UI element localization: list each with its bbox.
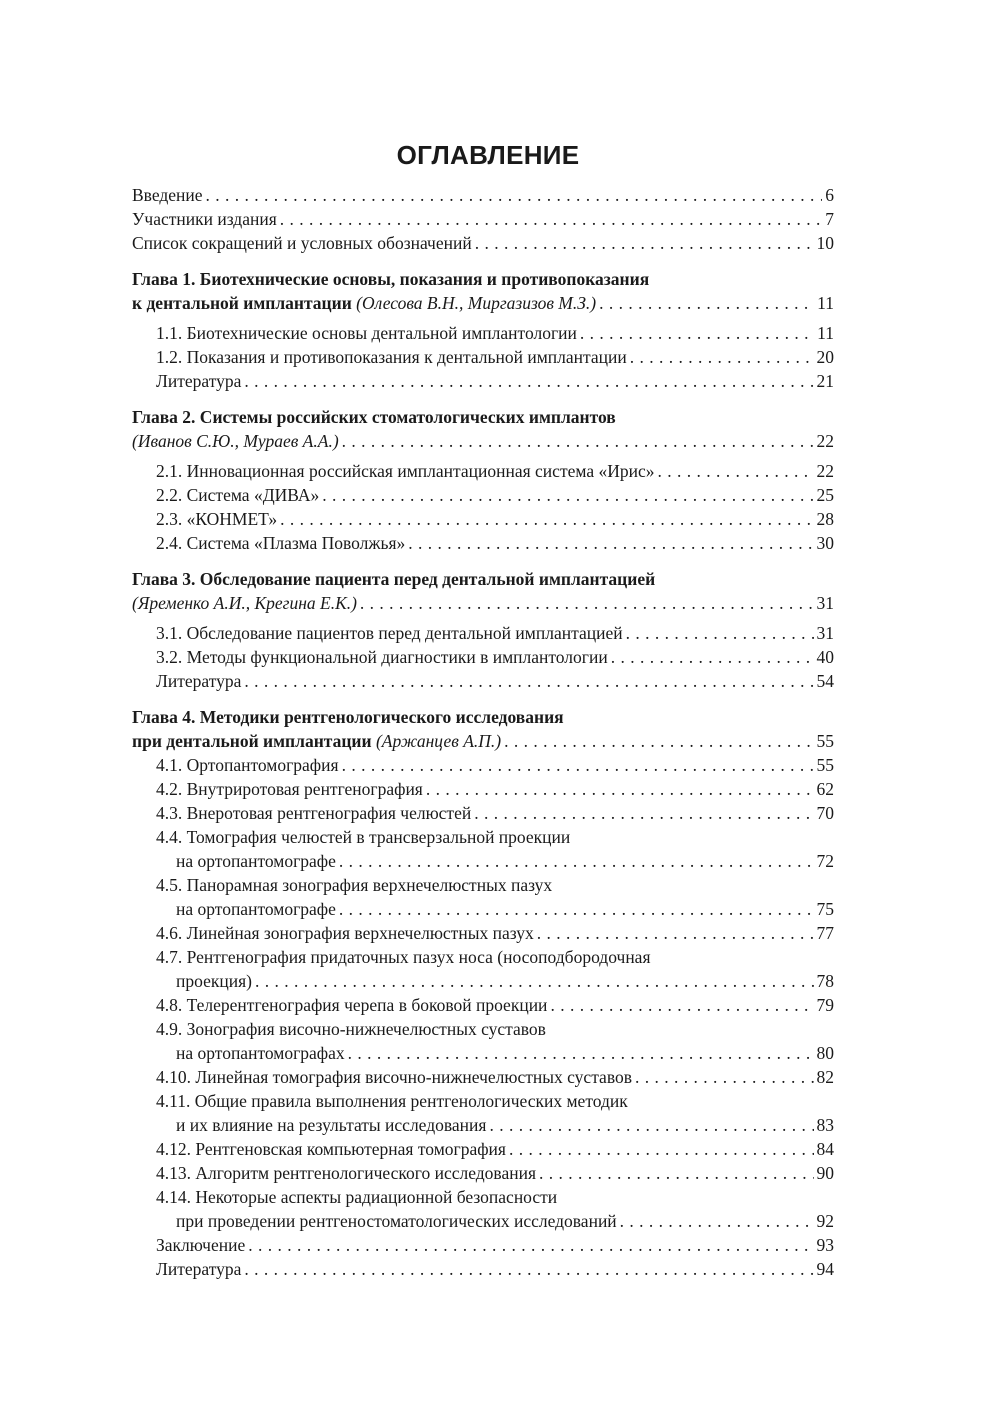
dot-leader xyxy=(630,345,814,369)
toc-entry-2-2[interactable] xyxy=(156,483,834,507)
entry-title: 1.1. Биотехнические основы дентальной имплантологии xyxy=(156,323,577,343)
chapter-title: Глава 2. Системы российских стоматологических имплантов xyxy=(132,407,616,427)
page-number: 31 xyxy=(816,623,834,643)
toc-entry-4-7-line-1 xyxy=(156,945,834,969)
page-title: ОГЛАВЛЕНИЕ xyxy=(396,140,580,170)
toc-entry-4-7[interactable] xyxy=(176,969,834,993)
dot-leader xyxy=(244,369,813,393)
entry-title: 4.1. Ортопантомография xyxy=(156,755,339,775)
page-number: 75 xyxy=(816,899,834,919)
toc-entry-4-10[interactable] xyxy=(156,1065,834,1089)
chapter-authors: (Олесова В.Н., Миргазизов М.З.) xyxy=(356,293,597,313)
dot-leader xyxy=(322,483,813,507)
toc-entry-2-3[interactable] xyxy=(156,507,834,531)
entry-title: 4.12. Рентгеновская компьютерная томография xyxy=(156,1139,506,1159)
toc-entry-4-5[interactable] xyxy=(176,897,834,921)
page-number: 72 xyxy=(816,851,834,871)
entry-title: Введение xyxy=(132,185,203,205)
page-number: 94 xyxy=(816,1259,834,1279)
entry-title: 2.3. «КОНМЕТ» xyxy=(156,509,278,529)
page-number: 92 xyxy=(816,1211,834,1231)
dot-leader xyxy=(474,801,813,825)
toc-entry-4-4-line-1 xyxy=(156,825,834,849)
toc-entry-4-8[interactable] xyxy=(156,993,834,1017)
dot-leader xyxy=(342,429,814,453)
dot-leader xyxy=(489,1113,813,1137)
chapter-authors: (Иванов С.Ю., Мураев А.А.) xyxy=(132,431,339,451)
chapter-title: Глава 1. Биотехнические основы, показания и противопоказания xyxy=(132,269,650,289)
dot-leader xyxy=(206,183,823,207)
page-number: 54 xyxy=(816,671,834,691)
dot-leader xyxy=(475,231,814,255)
page-number: 10 xyxy=(816,233,834,253)
page-number: 93 xyxy=(816,1235,834,1255)
toc-entry-4-1[interactable] xyxy=(156,753,834,777)
dot-leader xyxy=(255,969,814,993)
toc-entry-4-11-line-1 xyxy=(156,1089,834,1113)
page-number: 70 xyxy=(816,803,834,823)
dot-leader xyxy=(339,849,814,873)
page-number: 83 xyxy=(816,1115,834,1135)
page-number: 82 xyxy=(816,1067,834,1087)
toc-entry-1-1[interactable] xyxy=(156,321,834,345)
dot-leader xyxy=(509,1137,814,1161)
dot-leader xyxy=(426,777,814,801)
page-number: 80 xyxy=(816,1043,834,1063)
page-number: 22 xyxy=(816,431,834,451)
chapter-title: Глава 3. Обследование пациента перед дентальной имплантацией xyxy=(132,569,656,589)
entry-title: на ортопантомографе xyxy=(176,899,336,919)
entry-title: Список сокращений и условных обозначений xyxy=(132,233,472,253)
entry-title: на ортопантомографах xyxy=(176,1043,345,1063)
entry-title: 4.8. Телерентгенография черепа в боковой проекции xyxy=(156,995,548,1015)
chapter-4-title-line-1 xyxy=(132,705,834,729)
dot-leader xyxy=(537,921,814,945)
entry-title: Литература xyxy=(156,1259,242,1279)
toc-entry-1-2[interactable] xyxy=(156,345,834,369)
toc-entry-4-9[interactable] xyxy=(176,1041,834,1065)
table-of-contents xyxy=(132,183,834,1281)
toc-entry-chapter-1[interactable] xyxy=(132,291,834,315)
chapter-title: при дентальной имплантации xyxy=(132,731,372,751)
page-number: 84 xyxy=(816,1139,834,1159)
toc-entry-chapter-3[interactable] xyxy=(132,591,834,615)
entry-title: 4.10. Линейная томография височно-нижнечелюстных суставов xyxy=(156,1067,632,1087)
page-number: 31 xyxy=(816,593,834,613)
dot-leader xyxy=(626,621,814,645)
dot-leader xyxy=(550,993,813,1017)
toc-entry-3-literature[interactable] xyxy=(156,669,834,693)
page-number: 11 xyxy=(817,293,834,313)
dot-leader xyxy=(599,291,814,315)
toc-entry-4-5-line-1 xyxy=(156,873,834,897)
chapter-2-title-line-1 xyxy=(132,405,834,429)
page-number: 79 xyxy=(816,995,834,1015)
toc-entry-4-11[interactable] xyxy=(176,1113,834,1137)
page-number: 22 xyxy=(816,461,834,481)
page-number: 40 xyxy=(816,647,834,667)
dot-leader xyxy=(342,753,814,777)
toc-entry-chapter-2[interactable] xyxy=(132,429,834,453)
dot-leader xyxy=(635,1065,814,1089)
entry-title: 4.3. Внеротовая рентгенография челюстей xyxy=(156,803,472,823)
page-number: 78 xyxy=(816,971,834,991)
page-number: 62 xyxy=(816,779,834,799)
toc-entry-4-2[interactable] xyxy=(156,777,834,801)
toc-entry-4-14[interactable] xyxy=(176,1209,834,1233)
dot-leader xyxy=(580,321,814,345)
toc-entry-4-literature[interactable] xyxy=(156,1257,834,1281)
dot-leader xyxy=(280,207,822,231)
entry-title: 2.4. Система «Плазма Поволжья» xyxy=(156,533,406,553)
entry-title: 4.9. Зонография височно-нижнечелюстных суставов xyxy=(156,1019,546,1039)
dot-leader xyxy=(657,459,813,483)
page-number: 25 xyxy=(816,485,834,505)
toc-entry-1-literature[interactable] xyxy=(156,369,834,393)
chapter-3-title-line-1 xyxy=(132,567,834,591)
toc-entry-contributors[interactable] xyxy=(132,207,834,231)
dot-leader xyxy=(244,1257,813,1281)
dot-leader xyxy=(611,645,814,669)
dot-leader xyxy=(280,507,813,531)
entry-title: проекция) xyxy=(176,971,252,991)
toc-entry-abbreviations[interactable] xyxy=(132,231,834,255)
dot-leader xyxy=(244,669,813,693)
page-number: 20 xyxy=(816,347,834,367)
page-number: 6 xyxy=(825,185,834,205)
dot-leader xyxy=(360,591,814,615)
entry-title: 2.1. Инновационная российская имплантационная система «Ирис» xyxy=(156,461,655,481)
entry-title: 4.7. Рентгенография придаточных пазух носа (носоподбородочная xyxy=(156,947,651,967)
dot-leader xyxy=(539,1161,813,1185)
toc-entry-2-4[interactable] xyxy=(156,531,834,555)
entry-title: и их влияние на результаты исследования xyxy=(176,1115,487,1135)
toc-entry-chapter-4[interactable] xyxy=(132,729,834,753)
entry-title: Участники издания xyxy=(132,209,277,229)
page-number: 55 xyxy=(816,731,834,751)
chapter-1-title-line-1 xyxy=(132,267,834,291)
entry-title: 4.14. Некоторые аспекты радиационной безопасности xyxy=(156,1187,558,1207)
chapter-title: Глава 4. Методики рентгенологического исследования xyxy=(132,707,564,727)
entry-title: на ортопантомографе xyxy=(176,851,336,871)
page-number: 77 xyxy=(816,923,834,943)
toc-entry-4-13[interactable] xyxy=(156,1161,834,1185)
toc-entry-4-4[interactable] xyxy=(176,849,834,873)
dot-leader xyxy=(339,897,814,921)
entry-title: 4.13. Алгоритм рентгенологического исследования xyxy=(156,1163,537,1183)
toc-entry-3-1[interactable] xyxy=(156,621,834,645)
dot-leader xyxy=(408,531,813,555)
entry-title: 3.2. Методы функциональной диагностики в имплантологии xyxy=(156,647,608,667)
toc-entry-4-3[interactable] xyxy=(156,801,834,825)
entry-title: 3.1. Обследование пациентов перед дентальной имплантацией xyxy=(156,623,623,643)
entry-title: Литература xyxy=(156,371,242,391)
toc-entry-conclusion[interactable] xyxy=(156,1233,834,1257)
entry-title: 1.2. Показания и противопоказания к дентальной имплантации xyxy=(156,347,627,367)
entry-title: 4.6. Линейная зонография верхнечелюстных пазух xyxy=(156,923,534,943)
dot-leader xyxy=(348,1041,814,1065)
entry-title: 4.5. Панорамная зонография верхнечелюстных пазух xyxy=(156,875,553,895)
entry-title: Заключение xyxy=(156,1235,246,1255)
toc-entry-3-2[interactable] xyxy=(156,645,834,669)
entry-title: Литература xyxy=(156,671,242,691)
page-number: 21 xyxy=(816,371,834,391)
toc-entry-2-1[interactable] xyxy=(156,459,834,483)
entry-title: 2.2. Система «ДИВА» xyxy=(156,485,320,505)
dot-leader xyxy=(620,1209,814,1233)
page-number: 11 xyxy=(817,323,834,343)
entry-title: 4.11. Общие правила выполнения рентгенологических методик xyxy=(156,1091,628,1111)
entry-title: 4.2. Внутриротовая рентгенография xyxy=(156,779,423,799)
page-number: 28 xyxy=(816,509,834,529)
toc-entry-4-14-line-1 xyxy=(156,1185,834,1209)
chapter-title: к дентальной имплантации xyxy=(132,293,352,313)
dot-leader xyxy=(504,729,813,753)
page-number: 30 xyxy=(816,533,834,553)
chapter-authors: (Яременко А.И., Крегина Е.К.) xyxy=(132,593,357,613)
toc-entry-4-9-line-1 xyxy=(156,1017,834,1041)
toc-entry-4-12[interactable] xyxy=(156,1137,834,1161)
chapter-authors: (Аржанцев А.П.) xyxy=(375,731,502,751)
page-number: 7 xyxy=(825,209,834,229)
dot-leader xyxy=(248,1233,813,1257)
toc-entry-intro[interactable] xyxy=(132,183,834,207)
entry-title: при проведении рентгеностоматологических исследований xyxy=(176,1211,617,1231)
toc-entry-4-6[interactable] xyxy=(156,921,834,945)
entry-title: 4.4. Томография челюстей в трансверзальной проекции xyxy=(156,827,571,847)
page-number: 55 xyxy=(816,755,834,775)
page-number: 90 xyxy=(816,1163,834,1183)
